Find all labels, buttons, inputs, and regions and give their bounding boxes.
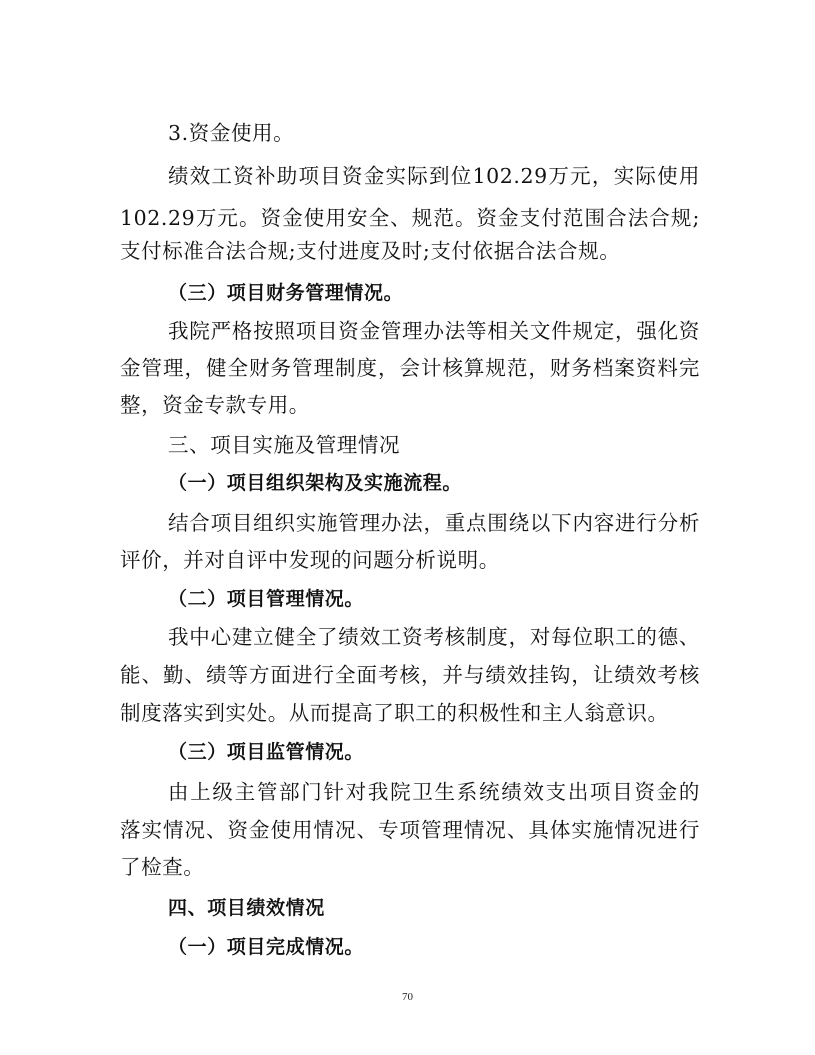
paragraph-line: 落实情况、资金使用情况、专项管理情况、具体实施情况进行 <box>120 818 700 842</box>
paragraph-line: 我中心建立健全了绩效工资考核制度，对每位职工的德、 <box>168 625 700 649</box>
section-heading-organization: （一）项目组织架构及实施流程。 <box>168 472 463 494</box>
paragraph-line: 能、勤、绩等方面进行全面考核，并与绩效挂钩，让绩效考核 <box>120 663 700 687</box>
paragraph-line: 绩效工资补助项目资金实际到位102.29万元，实际使用 <box>168 164 700 188</box>
paragraph-line: 了检查。 <box>120 855 205 879</box>
paragraph-line: 结合项目组织实施管理办法，重点围绕以下内容进行分析 <box>168 511 700 535</box>
paragraph-line: 制度落实到实处。从而提高了职工的积极性和主人翁意识。 <box>120 701 669 725</box>
paragraph-line: 由上级主管部门针对我院卫生系统绩效支出项目资金的 <box>168 780 700 804</box>
chapter-heading-implementation: 三、项目实施及管理情况 <box>168 433 401 457</box>
paragraph-line: 102.29万元。资金使用安全、规范。资金支付范围合法合规; <box>120 206 700 230</box>
subsection-heading-fund-usage: 3.资金使用。 <box>168 121 295 145</box>
page-number: 70 <box>402 991 413 1003</box>
paragraph-line: 整，资金专款专用。 <box>120 393 310 417</box>
section-heading-supervision: （三）项目监管情况。 <box>168 741 365 763</box>
section-heading-financial-management: （三）项目财务管理情况。 <box>168 282 404 304</box>
paragraph-line: 我院严格按照项目资金管理办法等相关文件规定，强化资 <box>168 319 700 343</box>
paragraph-line: 评价，并对自评中发现的问题分析说明。 <box>120 548 500 572</box>
chapter-heading-performance: 四、项目绩效情况 <box>168 897 325 919</box>
section-heading-completion: （一）项目完成情况。 <box>168 936 365 958</box>
paragraph-line: 金管理，健全财务管理制度，会计核算规范，财务档案资料完 <box>120 356 700 380</box>
paragraph-line: 支付标准合法合规;支付进度及时;支付依据合法合规。 <box>120 239 621 263</box>
section-heading-project-management: （二）项目管理情况。 <box>168 588 365 610</box>
